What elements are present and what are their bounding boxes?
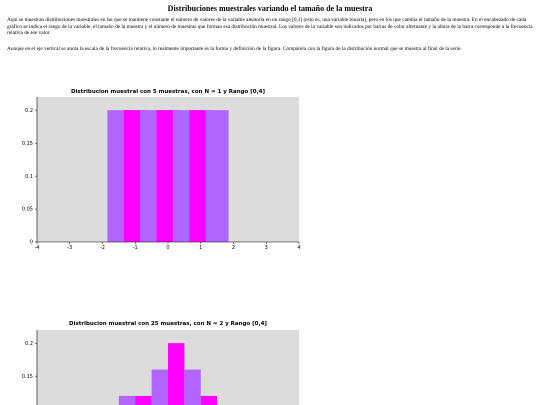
- y-tick-label: 0.15: [21, 373, 33, 380]
- bar: [184, 370, 200, 405]
- y-tick-label: 0.2: [25, 340, 33, 347]
- y-tick-label: 0.2: [25, 107, 33, 114]
- y-tick-label: 0.15: [21, 140, 33, 147]
- chart-2-title: Distribucion muestral con 25 muestras, con N = 2 y Rango [0,4]: [69, 321, 267, 327]
- chart-1-title: Distribucion muestral con 5 muestras, con N = 1 y Rango [0,4]: [70, 89, 266, 95]
- chart-1: [22, 97, 301, 251]
- y-tick-label: 0.1: [25, 173, 33, 180]
- x-tick-label: 1: [199, 245, 203, 251]
- x-tick-label: -4: [34, 245, 40, 251]
- bar: [152, 370, 168, 405]
- y-tick-label: 0.05: [21, 206, 33, 213]
- x-tick-label: 2: [231, 245, 236, 251]
- x-tick-label: 3: [264, 245, 268, 251]
- y-tick-label: 0: [29, 239, 33, 246]
- x-tick-label: -1: [132, 245, 138, 251]
- bar: [119, 396, 135, 405]
- chart-2: [22, 330, 299, 405]
- x-tick-label: 4: [297, 245, 301, 251]
- bar: [168, 343, 184, 405]
- x-tick-label: -2: [100, 245, 105, 251]
- x-tick-label: 0: [166, 245, 170, 251]
- intro-paragraph: Aquí se muestran distribuciones muestrales en las que se mantiene constante el número de valores de la variable aleatoria en un rango [0,1] (esto es, una variable binaria), pero en los que cambia el tamaño de la muestra. En el encabezado de cada gráfico se indica el rango de la variable, el tamaño de la muestra y el número de muestras que forman esa distribución muestral. Los valores de la variable son indicados por barras de color alternante y la altura de la barra corresponde a la frecuencia relativa de ese valor.: [7, 17, 533, 37]
- x-tick-label: -3: [67, 245, 73, 251]
- bar: [201, 396, 217, 405]
- bar: [206, 110, 229, 242]
- bar: [135, 396, 151, 405]
- page-title: Distribuciones muestrales variando el tamaño de la muestra: [167, 4, 373, 13]
- note-paragraph: Aunque en el eje vertical se anota la escala de la frecuencia relativa, lo realmente importante es la forma y definición de la figura. Compárela con la figura de la distribución normal que se muestra al final de la serie.: [7, 46, 462, 52]
